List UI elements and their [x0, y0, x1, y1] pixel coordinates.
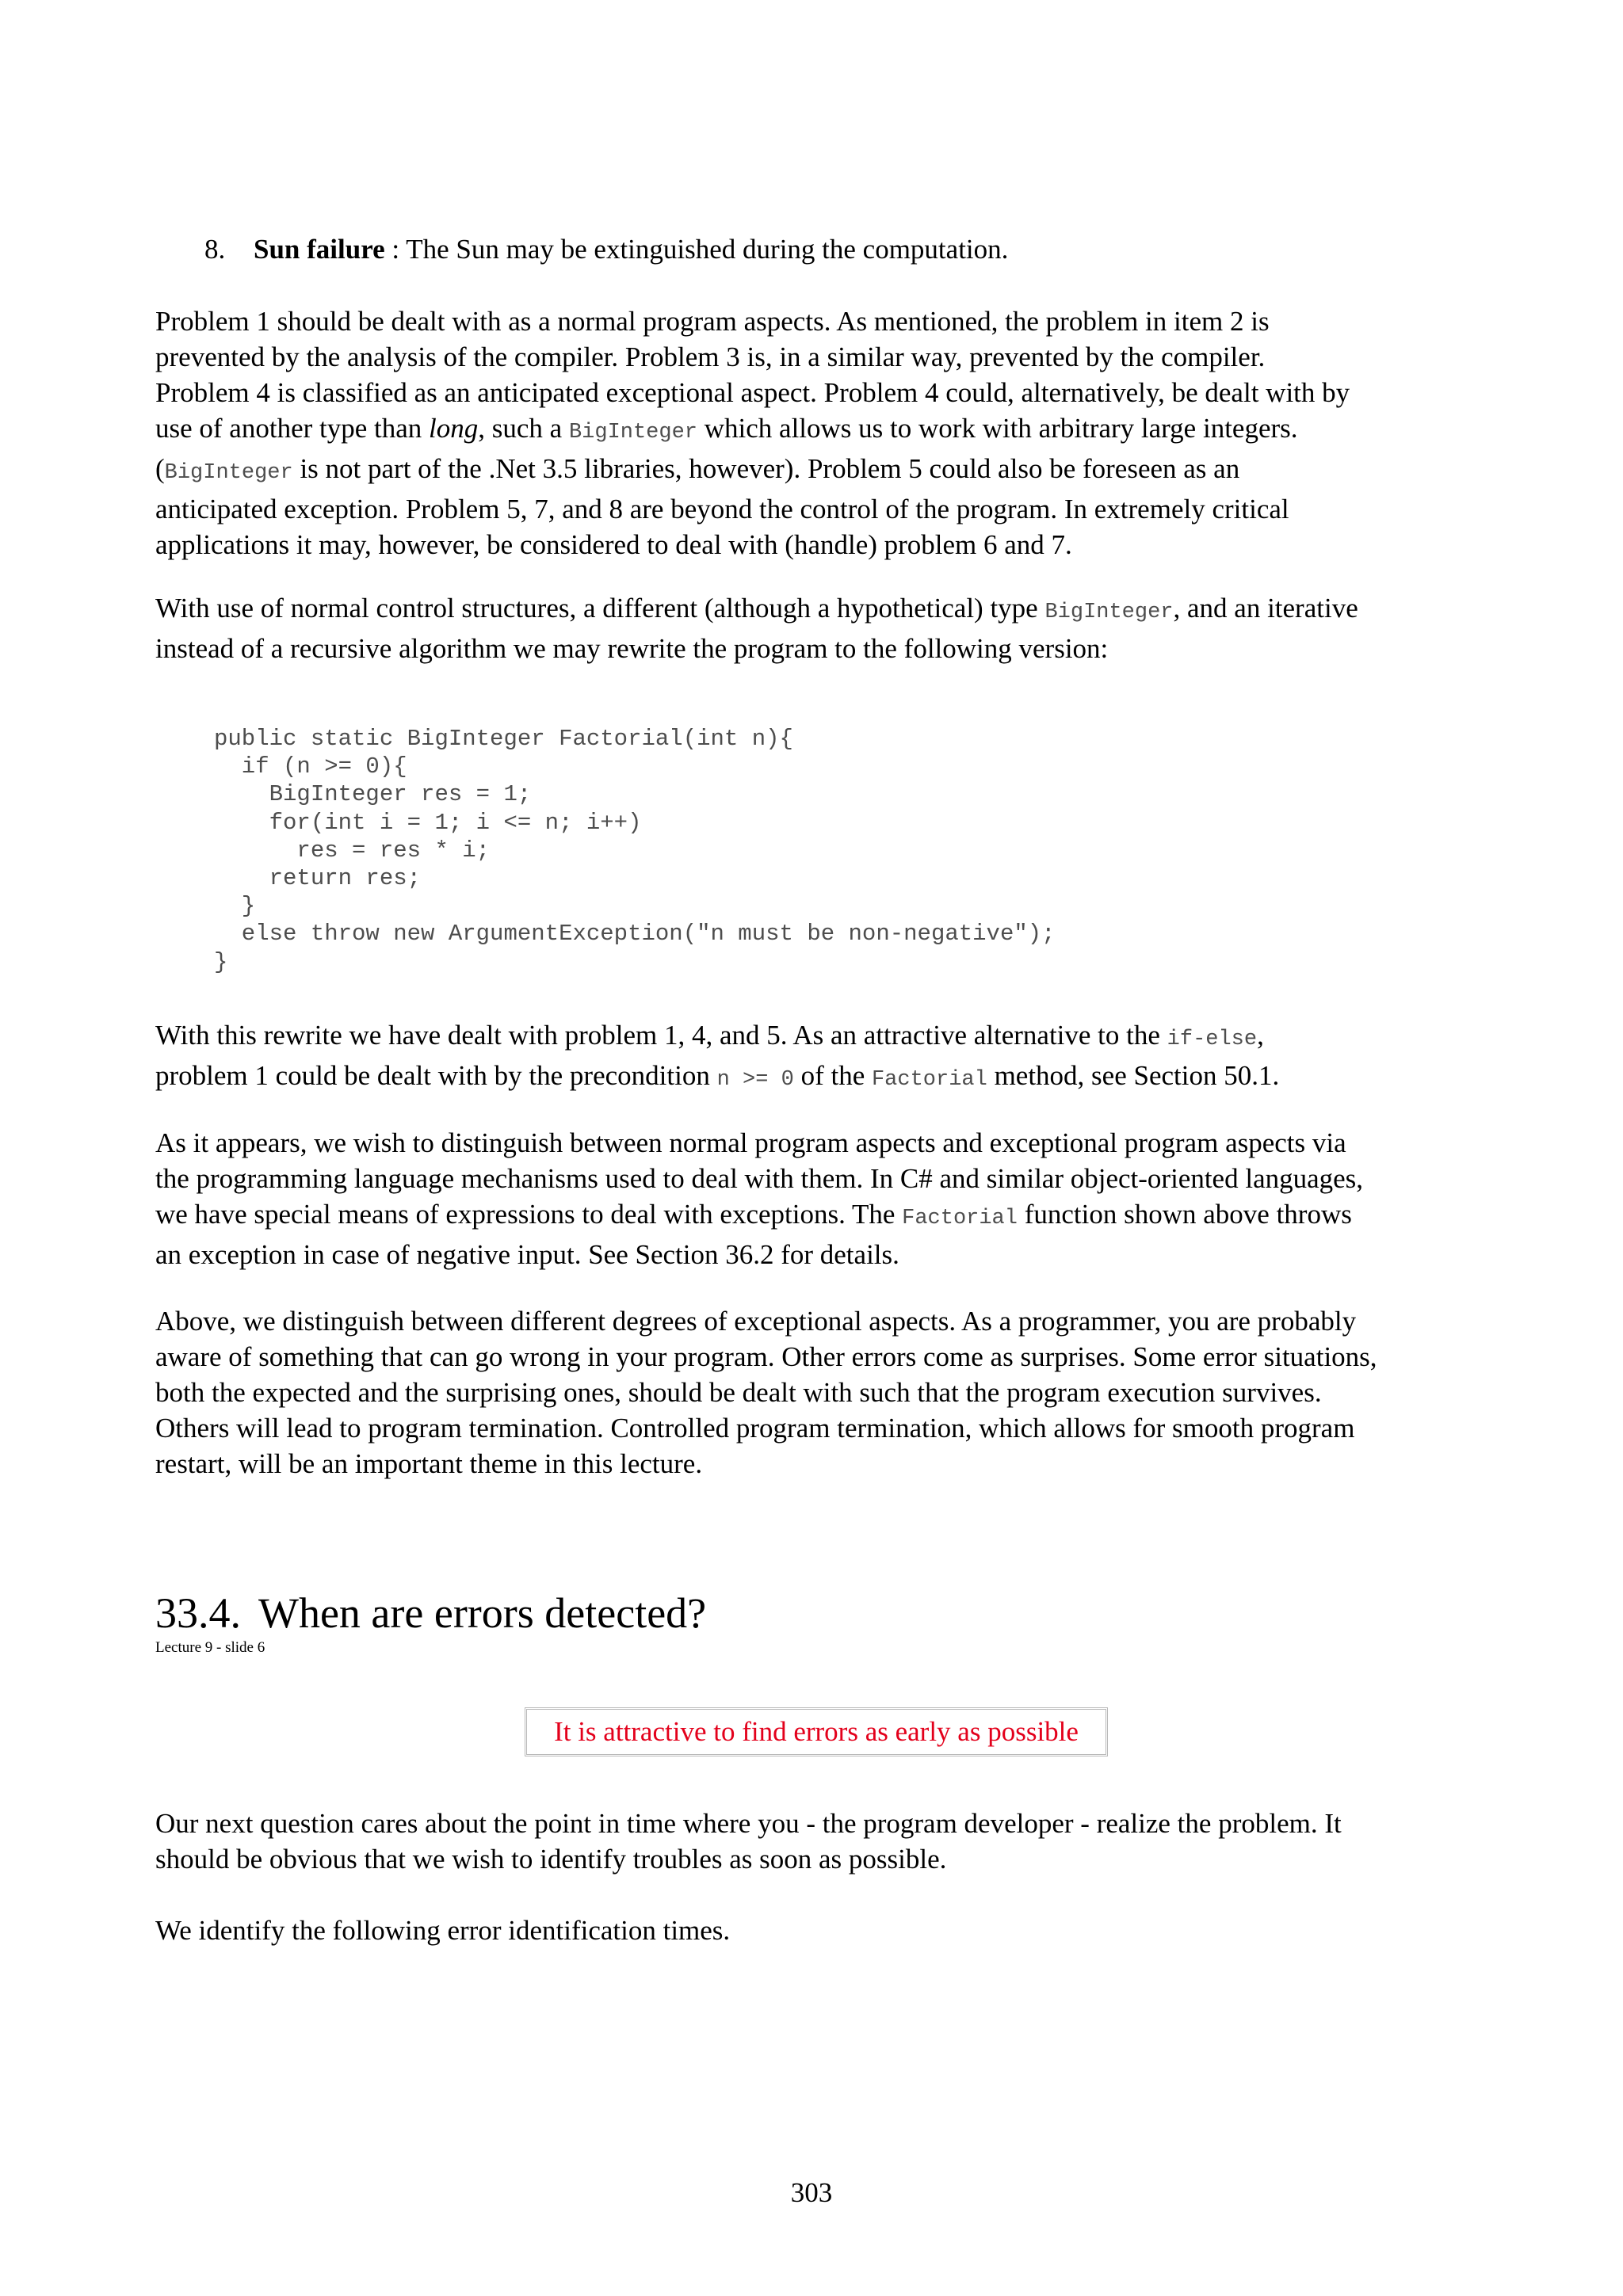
text-line: Our next question cares about the point in time where you - the program developer - realize the problem. It	[155, 1808, 1342, 1839]
slide-reference: Lecture 9 - slide 6	[155, 1639, 265, 1656]
list-item-8	[204, 231, 1008, 267]
page-number: 303	[790, 2177, 833, 2208]
text-line: aware of something that can go wrong in your program. Other errors come as surprises. Some error situations,	[155, 1341, 1377, 1372]
callout-box	[525, 1707, 1108, 1756]
paragraph-rewrite-result	[155, 1017, 1503, 1098]
text-run: method, see Section 50.1.	[987, 1060, 1280, 1091]
code-line: return res;	[214, 865, 422, 892]
text-run: function shown above throws	[1017, 1199, 1352, 1230]
paragraph-rewrite-intro	[155, 590, 1503, 666]
section-number: 33.4.	[155, 1589, 241, 1637]
text-line	[155, 1058, 1503, 1098]
inline-code: Factorial	[902, 1207, 1018, 1230]
text-line	[155, 451, 1503, 491]
code-block-factorial	[214, 725, 1056, 976]
text-line: the programming language mechanisms used to deal with them. In C# and similar object-oriented languages,	[155, 1163, 1364, 1194]
text-line	[155, 1017, 1503, 1058]
text-run: is not part of the .Net 3.5 libraries, however). Problem 5 could also be foreseen as an	[292, 453, 1240, 484]
text-line: We identify the following error identification times.	[155, 1915, 731, 1946]
text-run: With this rewrite we have dealt with problem 1, 4, and 5. As an attractive alternative to the	[155, 1020, 1167, 1051]
text-line: instead of a recursive algorithm we may rewrite the program to the following version:	[155, 633, 1109, 664]
code-line: BigInteger res = 1;	[214, 781, 532, 808]
code-line: }	[214, 948, 228, 975]
text-run: of the	[793, 1060, 872, 1091]
callout-text: It is attractive to find errors as early as possible	[554, 1716, 1079, 1747]
text-line: Others will lead to program termination. Controlled program termination, which allows for smooth program	[155, 1413, 1355, 1444]
paragraph-next-question	[155, 1806, 1503, 1877]
text-run: (	[155, 453, 165, 484]
code-line: public static BigInteger Factorial(int n){	[214, 726, 793, 752]
text-run: we have special means of expressions to deal with exceptions. The	[155, 1199, 903, 1230]
text-line: both the expected and the surprising ones, should be dealt with such that the program execution survives.	[155, 1377, 1322, 1408]
list-item-text: : The Sun may be extinguished during the computation.	[384, 234, 1009, 265]
paragraph-identification-times	[155, 1913, 1503, 1948]
text-run: problem 1 could be dealt with by the precondition	[155, 1060, 717, 1091]
section-heading	[155, 1588, 706, 1638]
text-line: As it appears, we wish to distinguish between normal program aspects and exceptional program aspects via	[155, 1127, 1346, 1158]
text-run: , and an iterative	[1173, 593, 1358, 624]
text-line: Problem 1 should be dealt with as a normal program aspects. As mentioned, the problem in item 2 is	[155, 306, 1270, 337]
paragraph-problem-classification	[155, 303, 1503, 563]
paragraph-degrees-of-exceptions	[155, 1303, 1503, 1482]
text-run: , such a	[478, 413, 569, 444]
text-line: Problem 4 is classified as an anticipated exceptional aspect. Problem 4 could, alternatively, be dealt with by	[155, 377, 1350, 408]
inline-code: if-else	[1167, 1028, 1258, 1051]
inline-code: BigInteger	[568, 421, 697, 444]
text-line: anticipated exception. Problem 5, 7, and 8 are beyond the control of the program. In extremely critical	[155, 494, 1289, 524]
list-item-number: 8.	[204, 234, 226, 265]
code-line: }	[214, 893, 256, 920]
inline-code: BigInteger	[1044, 601, 1174, 624]
inline-code: Factorial	[871, 1068, 987, 1092]
inline-code: BigInteger	[164, 461, 293, 485]
code-line: else throw new ArgumentException("n must be non-negative");	[214, 921, 1056, 948]
text-line	[155, 1196, 1503, 1237]
inline-code: n >= 0	[716, 1068, 794, 1092]
text-line: prevented by the analysis of the compiler. Problem 3 is, in a similar way, prevented by the compiler.	[155, 341, 1266, 372]
paragraph-normal-vs-exceptional	[155, 1125, 1503, 1272]
text-line: restart, will be an important theme in this lecture.	[155, 1448, 703, 1479]
list-item-title: Sun failure	[254, 234, 385, 265]
text-run: which allows us to work with arbitrary large integers.	[697, 413, 1298, 444]
text-run: With use of normal control structures, a different (although a hypothetical) type	[155, 593, 1045, 624]
text-run: use of another type than	[155, 413, 430, 444]
section-title: When are errors detected?	[258, 1589, 707, 1637]
text-line	[155, 410, 1503, 451]
code-line: for(int i = 1; i <= n; i++)	[214, 809, 642, 836]
emphasis-long: long	[429, 413, 479, 444]
code-line: if (n >= 0){	[214, 753, 407, 780]
text-line	[155, 590, 1503, 631]
text-line: should be obvious that we wish to identify troubles as soon as possible.	[155, 1844, 947, 1875]
code-line: res = res * i;	[214, 837, 491, 864]
text-line: applications it may, however, be considered to deal with (handle) problem 6 and 7.	[155, 529, 1072, 560]
text-run: ,	[1257, 1020, 1264, 1051]
text-line: an exception in case of negative input. See Section 36.2 for details.	[155, 1239, 899, 1270]
text-line: Above, we distinguish between different degrees of exceptional aspects. As a programmer, you are probably	[155, 1306, 1357, 1337]
